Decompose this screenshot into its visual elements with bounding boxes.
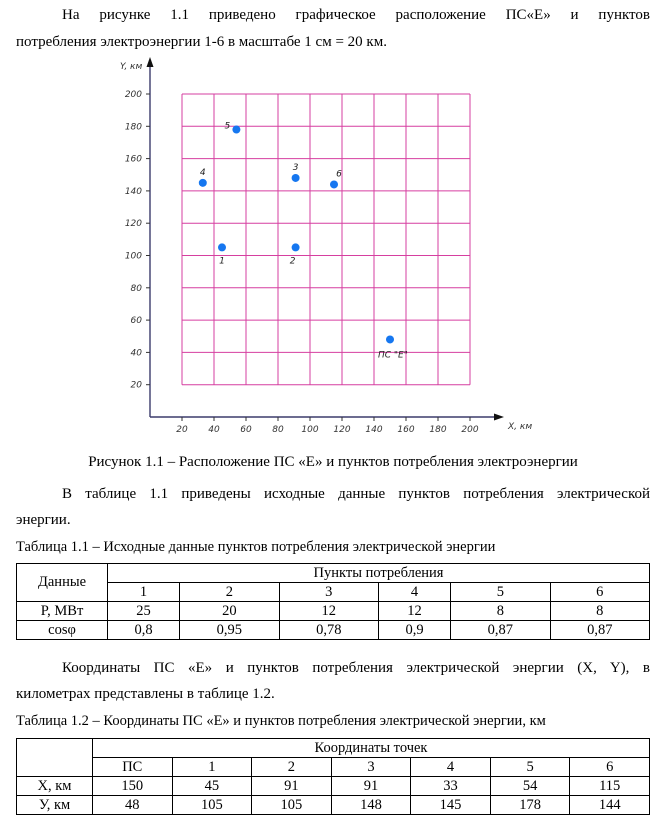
table1-corner: Данные	[17, 564, 108, 602]
row-label: У, км	[17, 796, 93, 815]
x-axis-title: X, км	[508, 422, 533, 432]
table-cell: 33	[411, 777, 491, 796]
table-cell: 25	[108, 602, 180, 621]
y-tick-label: 160	[124, 154, 142, 165]
table-cell: 105	[172, 796, 252, 815]
row-label: P, МВт	[17, 602, 108, 621]
y-tick-label: 180	[124, 122, 142, 133]
x-tick-label: 200	[461, 425, 479, 435]
point-marker	[199, 179, 207, 187]
intro-line-2: потребления электроэнергии 1-6 в масштабе 1 см = 20 км.	[16, 34, 387, 50]
table-row	[17, 796, 650, 815]
para2-line-1: В таблице 1.1 приведены исходные данные пунктов потребления электрической	[62, 486, 650, 502]
table2-col-header: 4	[411, 758, 491, 777]
point-label: 3	[292, 162, 299, 173]
table-cell: 105	[252, 796, 332, 815]
table1-header-row	[17, 583, 650, 602]
table-cell: 8	[451, 602, 550, 621]
table-row	[17, 602, 650, 621]
table1-col-header: 5	[451, 583, 550, 602]
table2	[16, 738, 650, 815]
table2-header-row	[17, 758, 650, 777]
y-tick-label: 80	[130, 283, 142, 294]
table-cell: 8	[550, 602, 649, 621]
point-marker	[292, 174, 300, 182]
y-axis-arrow-icon	[147, 57, 154, 67]
point-marker	[292, 243, 300, 251]
table2-col-header: 2	[252, 758, 332, 777]
point-marker	[218, 243, 226, 251]
x-tick-label: 100	[301, 425, 319, 435]
x-tick-label: 40	[208, 425, 220, 435]
table-row	[17, 777, 650, 796]
table-row	[17, 621, 650, 640]
para3-line-1: Координаты ПС «Е» и пунктов потребления электрической энергии (X, Y), в	[62, 660, 650, 676]
table2-caption: Таблица 1.2 – Координаты ПС «Е» и пунктов потребления электрической энергии, км	[16, 713, 546, 729]
y-tick-label: 20	[130, 380, 142, 391]
table-cell: 0,87	[451, 621, 550, 640]
table-cell: 115	[570, 777, 650, 796]
x-tick-label: 160	[397, 425, 415, 435]
x-tick-label: 140	[365, 425, 383, 435]
point-label: ПС "Е"	[378, 350, 408, 361]
table-cell: 45	[172, 777, 252, 796]
table1-col-header: 6	[550, 583, 649, 602]
table-cell: 0,87	[550, 621, 649, 640]
table1-col-header: 3	[279, 583, 378, 602]
table-cell: 20	[180, 602, 279, 621]
table-cell: 144	[570, 796, 650, 815]
y-axis-title: Y, км	[120, 62, 143, 72]
table1-caption: Таблица 1.1 – Исходные данные пунктов потребления электрической энергии	[16, 539, 496, 555]
table-cell: 12	[378, 602, 450, 621]
x-tick-label: 60	[240, 425, 252, 435]
table2-col-header: 5	[490, 758, 570, 777]
table1-col-header: 1	[108, 583, 180, 602]
point-label: 6	[336, 169, 342, 180]
chart-points	[199, 122, 408, 361]
y-tick-label: 40	[130, 348, 142, 359]
table1-col-header: 4	[378, 583, 450, 602]
table-cell: 145	[411, 796, 491, 815]
point-label: 4	[199, 167, 206, 178]
y-tick-label: 120	[124, 219, 142, 230]
x-tick-label: 180	[429, 425, 447, 435]
table1-group-header: Пункты потребления	[108, 564, 650, 583]
x-axis-arrow-icon	[494, 414, 504, 421]
row-label: cosφ	[17, 621, 108, 640]
para2-line-2: энергии.	[16, 512, 71, 528]
chart-ticks	[125, 90, 479, 435]
point-label: 5	[224, 121, 231, 132]
table-cell: 0,95	[180, 621, 279, 640]
point-marker	[232, 126, 240, 134]
table2-col-header: ПС	[93, 758, 173, 777]
x-tick-label: 80	[272, 425, 284, 435]
table-cell: 148	[331, 796, 411, 815]
table-cell: 0,78	[279, 621, 378, 640]
y-tick-label: 60	[130, 316, 142, 327]
location-chart	[95, 55, 533, 440]
point-marker	[330, 180, 338, 188]
x-tick-label: 120	[333, 425, 351, 435]
y-tick-label: 200	[124, 90, 142, 100]
table1	[16, 563, 650, 640]
table-cell: 91	[252, 777, 332, 796]
table2-group-header: Координаты точек	[93, 739, 650, 758]
table2-col-header: 6	[570, 758, 650, 777]
table2-corner	[17, 739, 93, 777]
table-cell: 48	[93, 796, 173, 815]
table-cell: 178	[490, 796, 570, 815]
point-label: 2	[289, 256, 296, 267]
y-tick-label: 140	[124, 186, 142, 197]
figure-caption: Рисунок 1.1 – Расположение ПС «Е» и пунктов потребления электроэнергии	[88, 454, 578, 470]
table-cell: 12	[279, 602, 378, 621]
row-label: X, км	[17, 777, 93, 796]
y-tick-label: 100	[124, 251, 142, 262]
x-tick-label: 20	[176, 425, 188, 435]
point-marker	[386, 335, 394, 343]
table2-col-header: 1	[172, 758, 252, 777]
table-cell: 54	[490, 777, 570, 796]
table1-col-header: 2	[180, 583, 279, 602]
table-cell: 0,8	[108, 621, 180, 640]
chart-grid	[182, 94, 470, 385]
table2-col-header: 3	[331, 758, 411, 777]
table-cell: 0,9	[378, 621, 450, 640]
table-cell: 150	[93, 777, 173, 796]
table-cell: 91	[331, 777, 411, 796]
point-label: 1	[219, 256, 225, 267]
para3-line-2: километрах представлены в таблице 1.2.	[16, 686, 275, 702]
intro-line-1: На рисунке 1.1 приведено графическое расположение ПС«Е» и пунктов	[62, 7, 650, 23]
